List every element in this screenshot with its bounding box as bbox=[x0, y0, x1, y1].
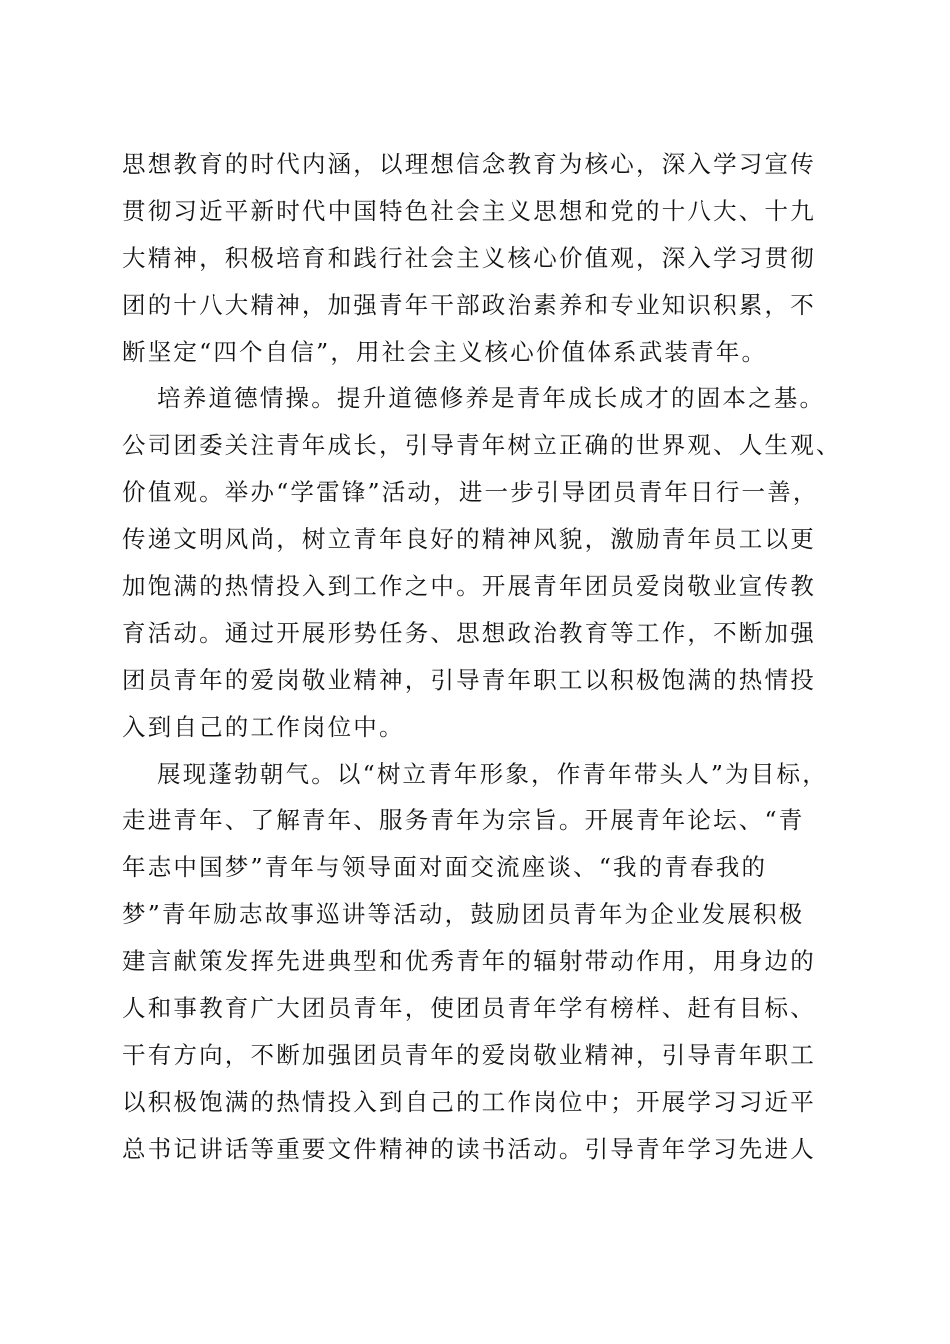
paragraph-2-line-5: 加饱满的热情投入到工作之中。开展青年团员爱岗敬业宣传教 bbox=[122, 572, 816, 601]
paragraph-3-line-5: 建言献策发挥先进典型和优秀青年的辐射带动作用，用身边的 bbox=[122, 947, 816, 976]
paragraph-2-line-3: 价值观。举办“学雷锋”活动，进一步引导团员青年日行一善， bbox=[122, 478, 819, 507]
paragraph-2-line-6: 育活动。通过开展形势任务、思想政治教育等工作，不断加强 bbox=[122, 618, 816, 647]
paragraph-3-line-8: 以积极饱满的热情投入到自己的工作岗位中；开展学习习近平 bbox=[122, 1087, 816, 1116]
paragraph-3-line-3: 年志中国梦”青年与领导面对面交流座谈、“我的青春我的 bbox=[122, 853, 768, 882]
paragraph-1-line-5: 断坚定“四个自信”，用社会主义核心价值体系武装青年。 bbox=[122, 337, 768, 366]
paragraph-1-line-1: 思想教育的时代内涵，以理想信念教育为核心，深入学习宣传 bbox=[122, 150, 816, 178]
body-text bbox=[122, 141, 842, 1173]
paragraph-3-line-2: 走进青年、了解青年、服务青年为宗旨。开展青年论坛、“青 bbox=[122, 806, 805, 835]
paragraph-2-line-2: 公司团委关注青年成长，引导青年树立正确的世界观、人生观、 bbox=[122, 431, 842, 460]
paragraph-2-line-8: 入到自己的工作岗位中。 bbox=[122, 712, 405, 741]
paragraph-2-line-4: 传递文明风尚，树立青年良好的精神风貌，激励青年员工以更 bbox=[122, 525, 816, 554]
paragraph-1-line-4: 团的十八大精神，加强青年干部政治素养和专业知识积累，不 bbox=[122, 290, 816, 319]
paragraph-3-line-7: 干有方向，不断加强团员青年的爱岗敬业精神，引导青年职工 bbox=[122, 1040, 816, 1069]
paragraph-1-line-2: 贯彻习近平新时代中国特色社会主义思想和党的十八大、十九 bbox=[122, 196, 816, 225]
paragraph-3-line-9: 总书记讲话等重要文件精神的读书活动。引导青年学习先进人 bbox=[122, 1134, 816, 1163]
paragraph-3-line-6: 人和事教育广大团员青年，使团员青年学有榜样、赶有目标、 bbox=[122, 994, 816, 1023]
paragraph-3-line-4: 梦”青年励志故事巡讲等活动，鼓励团员青年为企业发展积极 bbox=[122, 900, 805, 929]
paragraph-1-line-3: 大精神，积极培育和践行社会主义核心价值观，深入学习贯彻 bbox=[122, 243, 816, 272]
paragraph-2-line-7: 团员青年的爱岗敬业精神，引导青年职工以积极饱满的热情投 bbox=[122, 665, 816, 694]
paragraph-3-line-1: 展现蓬勃朝气。以“树立青年形象，作青年带头人”为目标， bbox=[157, 759, 828, 788]
paragraph-2-line-1: 培养道德情操。提升道德修养是青年成长成才的固本之基。 bbox=[157, 384, 826, 413]
